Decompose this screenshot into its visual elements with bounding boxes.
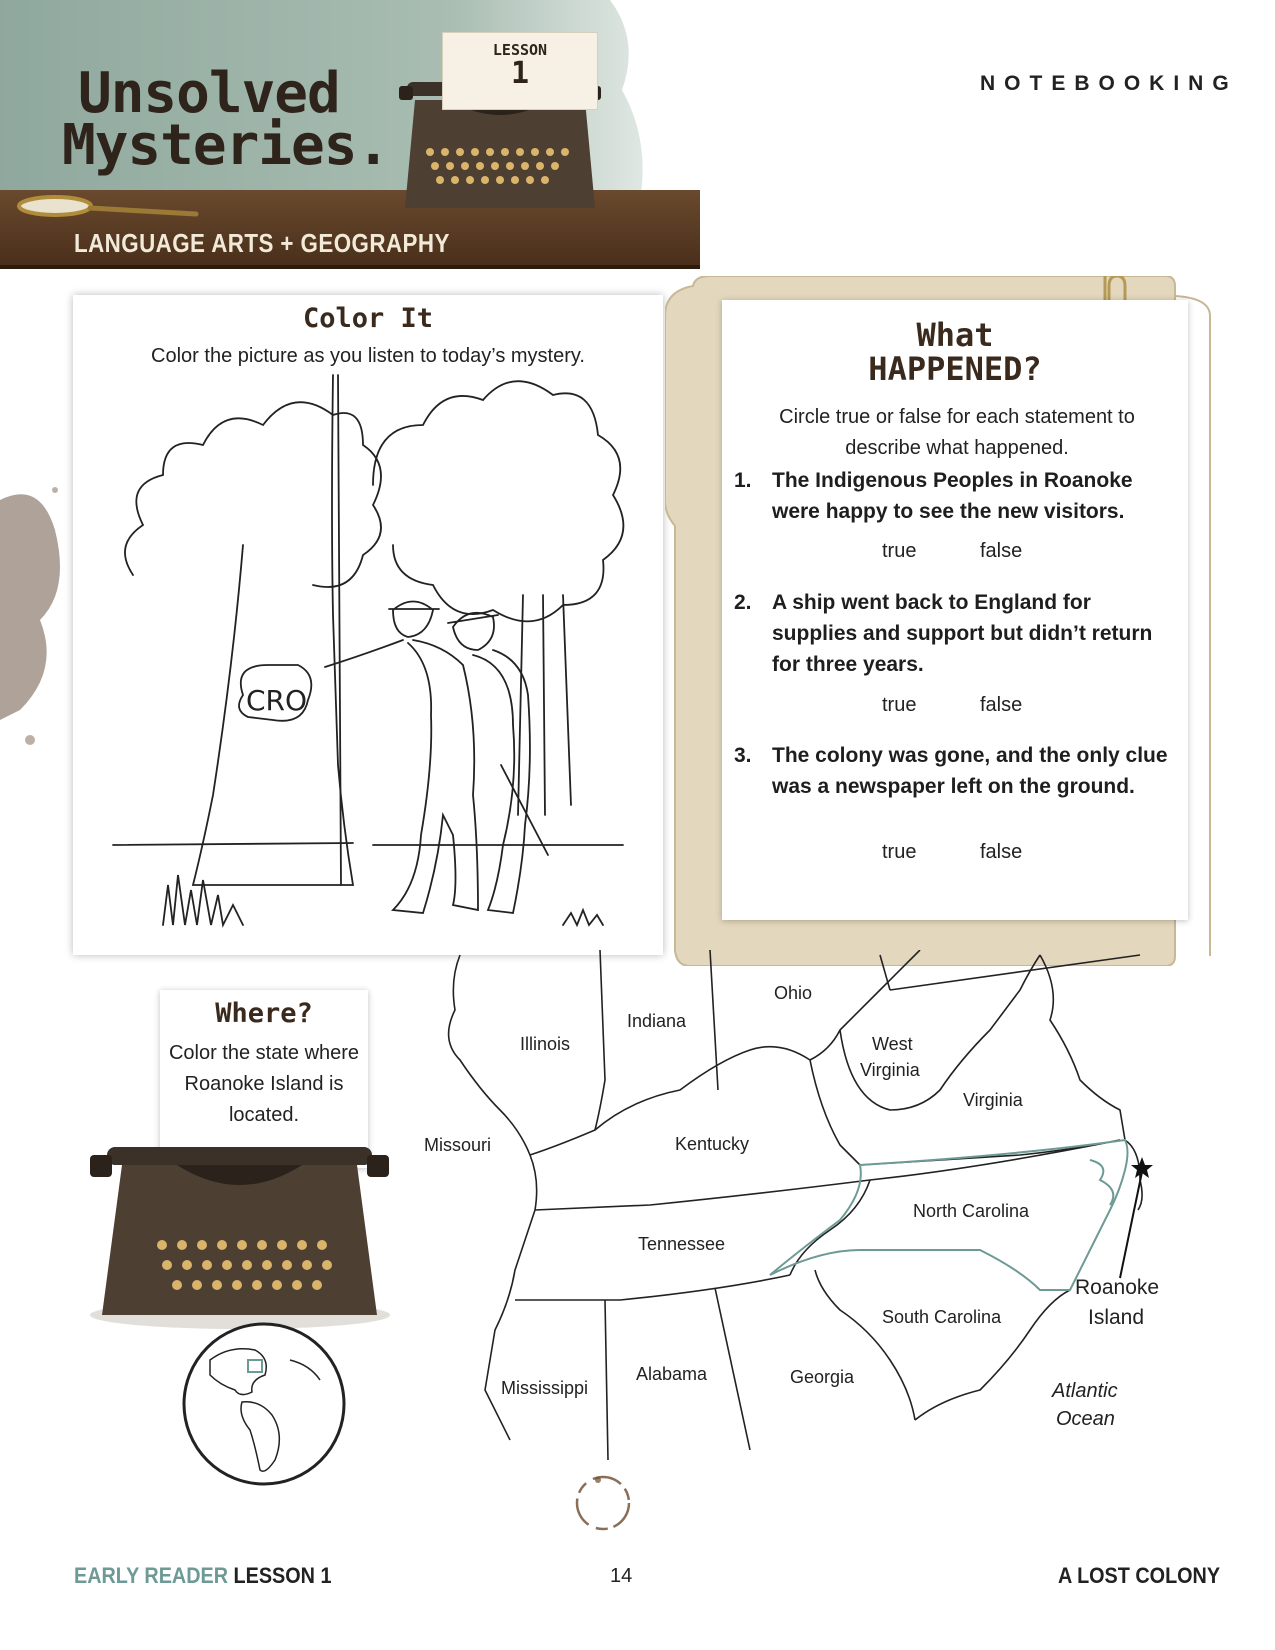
map-label-roanoke: Roanoke [1075,1276,1160,1299]
map-label-illinois: Illinois [520,1034,571,1054]
option-true[interactable]: true [882,694,917,716]
map-label-ocean: Ocean [1056,1408,1115,1430]
grass [163,875,243,925]
map-label-virginia: Virginia [963,1090,1023,1110]
footer-lesson: LESSON 1 [228,1563,332,1588]
right-tree-canopy [373,381,623,621]
coloring-picture[interactable] [93,365,643,945]
page-number: 14 [610,1565,633,1587]
roanoke-marker [1120,1157,1153,1278]
option-false[interactable]: false [980,540,1023,562]
map-label-atlantic: Atlantic [1052,1380,1118,1402]
magnifying-glass-icon [10,190,200,224]
map-label-north-carolina: North Carolina [913,1201,1030,1221]
color-it-title: Color It [302,303,434,334]
cro-text: CRO [246,684,308,717]
subject-label: LANGUAGE ARTS + GEOGRAPHY [74,228,450,258]
map-label-ohio: Ohio [774,983,813,1003]
option-true[interactable]: true [882,540,917,562]
where-title: Where? [215,998,313,1029]
question-text: The Indigenous Peoples in Roanoke were happy to see the new visitors. [772,469,1133,523]
map-label-tennessee: Tennessee [638,1234,726,1254]
map-label-missouri: Missouri [424,1135,492,1155]
footer-level: EARLY READER [74,1563,229,1588]
question-number: 2. [734,591,752,614]
ink-splatter-decoration [0,470,70,750]
map-label-south-carolina: South Carolina [882,1307,1002,1327]
question-text: The colony was gone, and the only clue was a newspaper left on the ground. [772,744,1168,798]
colonist-2 [448,613,548,913]
what-happened-card [722,300,1188,920]
typewriter-icon [82,1125,397,1330]
footer-unit-title: A LOST COLONY [1058,1563,1221,1588]
left-tree-canopy [125,402,381,587]
footer-lesson-label [74,1563,331,1589]
map-label-georgia: Georgia [790,1367,855,1387]
question-number: 3. [734,744,752,767]
color-it-instruction: Color the picture as you listen to today’s mystery. [151,345,585,367]
globe-icon [180,1320,348,1488]
map-label-island: Island [1088,1306,1145,1329]
map-label-mississippi: Mississippi [501,1378,589,1398]
map-label-west-virginia: West [872,1034,913,1054]
title-line-2: Mysteries. [62,113,390,178]
map-label-alabama: Alabama [636,1364,708,1384]
lesson-number: 1 [510,56,530,91]
what-happened-instruction: Circle true or false for each statement to describe what happened. [779,406,1135,459]
answer-options-1 [882,540,1078,563]
option-false[interactable]: false [980,694,1023,716]
title-line-1: Unsolved [78,61,340,126]
answer-options-3 [882,841,1078,864]
where-instruction: Color the state where Roanoke Island is located. [168,1042,360,1126]
map-label-kentucky: Kentucky [675,1134,750,1154]
option-true[interactable]: true [882,841,917,863]
color-it-panel [73,295,663,955]
colonist-1 [325,602,478,914]
lesson-paper [442,32,598,110]
option-false[interactable]: false [980,841,1023,863]
map-label-west-virginia-2: Virginia [860,1060,920,1080]
question-text: A ship went back to England for supplies and support but didn’t return for three years. [772,591,1153,676]
question-number: 1. [734,469,752,492]
section-label: NOTEBOOKING [980,72,1238,95]
coffee-ring-decoration [572,1472,634,1534]
tree-trunk [193,375,353,885]
what-happened-title-2: HAPPENED? [868,350,1042,388]
map-label-indiana: Indiana [627,1011,687,1031]
lesson-word: LESSON [492,41,548,59]
what-happened-title-1: What [916,316,994,354]
answer-options-2 [882,694,1078,717]
